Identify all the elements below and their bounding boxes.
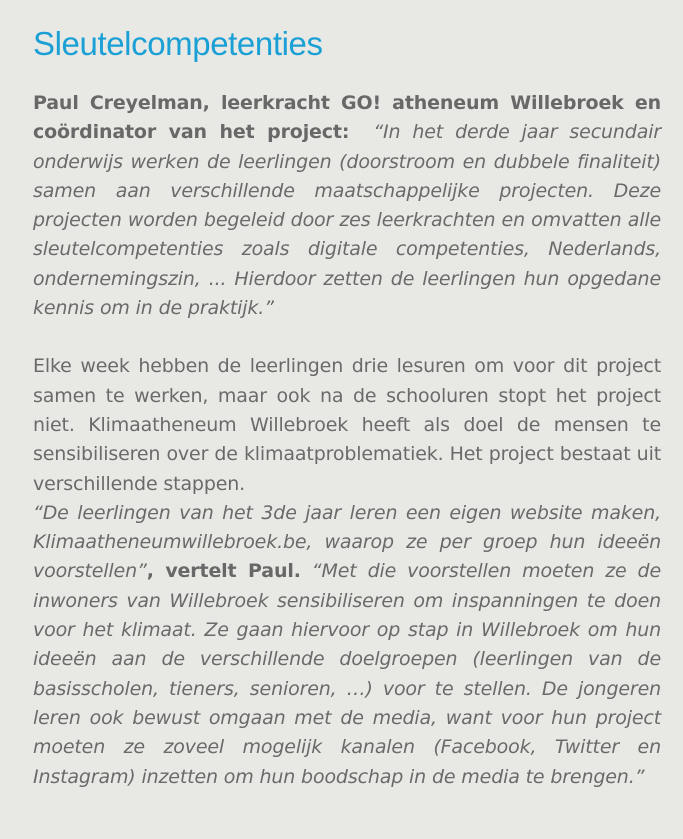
quote-paragraph bbox=[33, 499, 661, 792]
quote-part-1: “De leerlingen van het 3de jaar leren een eigen website maken, Klimaatheneumwillebroek.be, waarop ze per groep hun ideeën voorstellen” bbox=[33, 501, 661, 583]
quote-part-2: “Met die voorstellen moeten ze de inwoners van Willebroek sensibiliseren om inspanningen te doen voor het klimaat. Ze gaan hiervoor op stap in Willebroek om hun ideeën aan de verschillende doelgroepen (leerlingen van de basisscholen, tieners, senioren, …) voor te stellen. De jongeren leren ook bewust omgaan met de media, want voor hun project moeten ze zoveel mogelijk kanalen (Facebook, Twitter en Instagram) inzetten om hun boodschap in de media te brengen.” bbox=[33, 560, 662, 788]
intro-paragraph bbox=[33, 89, 661, 323]
speaker-label: Paul Creyelman, leerkracht GO! atheneum Willebroek en coördinator van het project: bbox=[33, 92, 661, 144]
body-paragraph: Elke week hebben de leerlingen drie lesuren om voor dit project samen te werken, maar ook na de schooluren stopt het project niet. Klimaatheneum Willebroek heeft als doel de mensen te sensibiliseren over de klimaatproblematiek. Het project bestaat uit verschillende stappen. bbox=[33, 355, 661, 495]
intro-quote: “In het derde jaar secundair onderwijs werken de leerlingen (doorstroom en dubbele finaliteit) samen aan verschillende maatschappelijke projecten. Deze projecten worden begeleid door zes leerkrachten en omvatten alle sleutelcompetenties zoals digitale competenties, Nederlands, ondernemingszin, ... Hierdoor zetten de leerlingen hun opgedane kennis om in de praktijk.” bbox=[33, 121, 661, 320]
quote-attribution: , vertelt Paul. bbox=[146, 560, 301, 583]
article-title: Sleutelcompetenties bbox=[33, 25, 323, 62]
